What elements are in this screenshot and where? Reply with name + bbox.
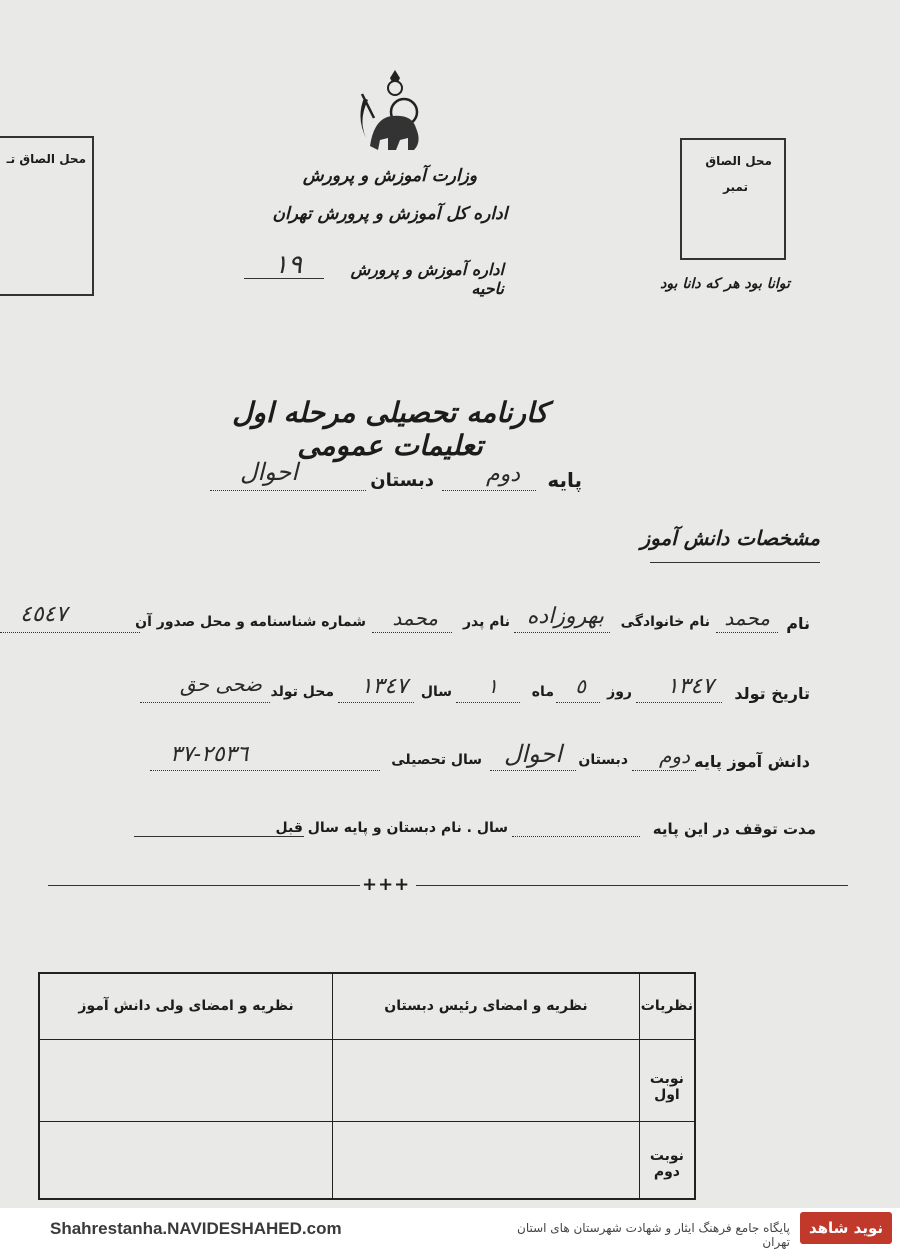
row-label-second: نوبت دوم [639, 1121, 695, 1199]
day-label: روز [607, 684, 632, 700]
parent-cell-first [39, 1039, 333, 1121]
school-year-value: ٢٥٣٦-٣٧ [170, 742, 249, 767]
year-value: ١٣٤٧ [360, 674, 408, 699]
footer-site: Shahrestanha.NAVIDESHAHED.com [50, 1219, 342, 1238]
section-heading-wrap [640, 524, 820, 568]
student-grade-label: دانش آموز پایه [694, 752, 810, 771]
stamp-box-right-sub: تمبر [723, 180, 748, 194]
footer-description: پایگاه جامع فرهنگ ایثار و شهادت شهرستان های استان تهران [517, 1221, 790, 1249]
family-name-value: بهروزاده [526, 604, 604, 629]
grade-line-grade-label: پایه [547, 468, 582, 492]
separator [48, 874, 848, 898]
stamp-box-left [0, 136, 94, 296]
column-header-opinions: نظریات [639, 973, 695, 1039]
student-row-4 [134, 814, 816, 844]
id-number-value: ٤٥٤٧ [20, 602, 68, 627]
parent-cell-second [39, 1121, 333, 1199]
report-card-title: کارنامه تحصیلی مرحله اول تعلیمات عمومی [232, 396, 548, 462]
ministry-title: وزارت آموزش و پرورش [302, 166, 478, 186]
id-number-label: شماره شناسنامه و محل صدور آن [135, 614, 366, 630]
stamp-box-left-label: محل الصاق تـ [6, 152, 86, 166]
grade-line-school-label: دبستان [370, 470, 434, 491]
first-name-value: محمد [724, 606, 770, 630]
month-label: ماه [531, 684, 554, 700]
student-row-2 [140, 672, 810, 710]
section-heading: مشخصات دانش آموز [640, 526, 820, 550]
father-name-value: محمد [392, 606, 438, 630]
opinions-table [38, 972, 696, 1200]
birth-date-label: تاریخ تولد [734, 684, 810, 703]
navid-shahed-logo: نوید شاهد [800, 1212, 892, 1244]
motto: توانا بود هر که دانا بود [660, 276, 790, 292]
column-header-principal: نظریه و امضای رئیس دبستان [333, 973, 640, 1039]
month-value: ١ [487, 674, 498, 698]
student-school-label: دبستان [578, 752, 628, 768]
father-name-label: نام پدر [462, 614, 510, 630]
separator-marks: +++ [362, 874, 411, 895]
family-name-label: نام خانوادگی [620, 614, 710, 630]
day-value: ٥ [575, 674, 586, 698]
previous-school-label: سال . نام دبستان و پایه سال قبل [275, 820, 508, 836]
stamp-box-right-label: محل الصاق [705, 154, 772, 168]
grade-line-school-value: احوال [240, 458, 299, 486]
stay-duration-label: مدت توقف در این پایه [652, 820, 816, 838]
general-office-title: اداره کل آموزش و پرورش تهران [272, 204, 508, 224]
footer-bar [0, 1208, 900, 1249]
school-year-label: سال تحصیلی [391, 752, 482, 768]
birth-date-value: ١٣٤٧ [666, 674, 714, 699]
row-label-first: نوبت اول [639, 1039, 695, 1121]
district-office-line [244, 250, 504, 298]
student-grade-value: دوم [659, 744, 690, 768]
stamp-box-right [680, 138, 786, 260]
birthplace-value: ضحی حق [180, 672, 262, 696]
district-number: ١٩ [274, 250, 302, 280]
student-school-value: احوال [503, 740, 562, 768]
column-header-parent: نظریه و امضای ولی دانش آموز [39, 973, 333, 1039]
year-label: سال [420, 684, 452, 700]
principal-cell-first [333, 1039, 640, 1121]
district-office-label: اداره آموزش و پرورش ناحیه [350, 260, 504, 298]
lion-and-sun-emblem [352, 68, 438, 160]
principal-cell-second [333, 1121, 640, 1199]
birthplace-label: محل تولد [270, 684, 334, 700]
grade-line [210, 458, 582, 502]
student-row-3 [150, 742, 810, 782]
student-row-1 [0, 602, 810, 640]
grade-line-grade-value: دوم [485, 462, 520, 487]
first-name-label: نام [786, 614, 810, 633]
